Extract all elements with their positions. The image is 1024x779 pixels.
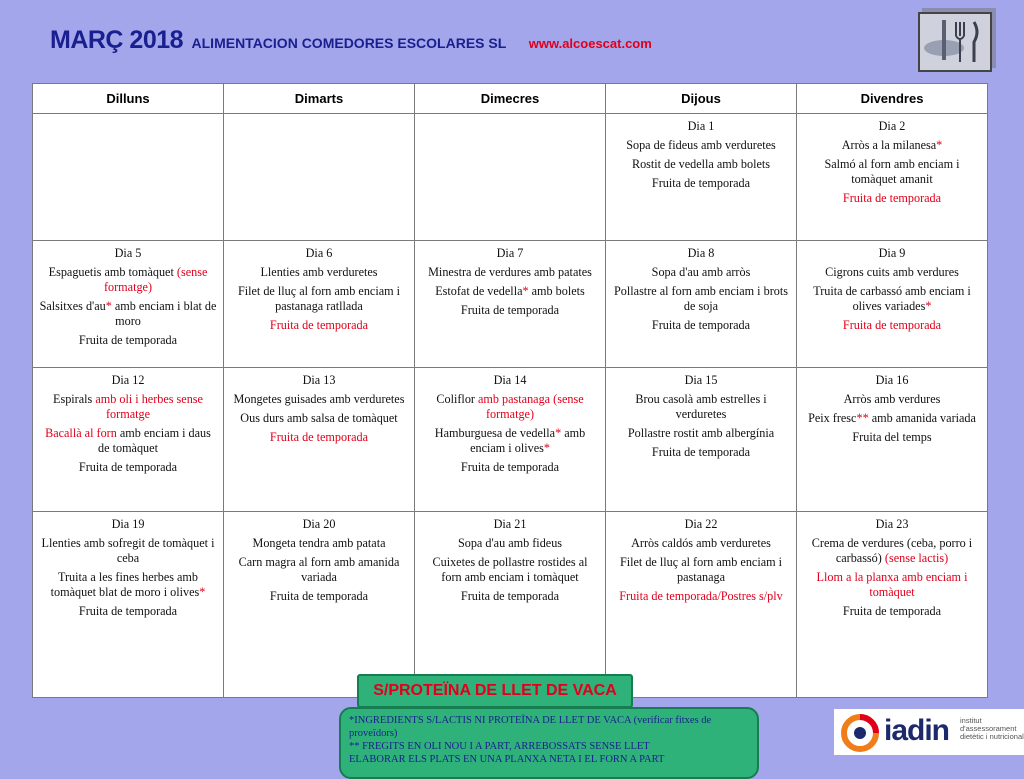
dish-text: Fruita de temporada: [78, 333, 178, 347]
menu-cell: [224, 512, 415, 698]
menu-cell: [415, 241, 606, 368]
highlight-text: Fruita de temporada/Postres s/plv: [619, 589, 783, 603]
protein-warning-label: S/PROTEÏNA DE LLET DE VACA: [357, 674, 633, 708]
day-label: [803, 119, 981, 134]
menu-cell: [606, 368, 797, 512]
dish-line: [803, 536, 981, 566]
menu-cell: [33, 114, 224, 241]
weekday-header: Dimecres: [415, 84, 606, 114]
dish-text: amb bolets: [528, 284, 585, 298]
dish-text: Cuixetes de pollastre rostides al forn amb enciam i tomàquet: [432, 555, 588, 584]
dish-text: Filet de lluç al forn amb enciam i pastanaga: [619, 555, 783, 584]
dish-text: Salmó al forn amb enciam i tomàquet amanit: [824, 157, 960, 186]
dish-text: Crema de verdures (ceba, porro i carbassó): [811, 536, 973, 565]
dish-line: [421, 589, 599, 604]
day-label: [421, 517, 599, 532]
menu-cell: [797, 114, 988, 241]
dish-line: [421, 555, 599, 585]
day-label: [230, 517, 408, 532]
dish-line: [421, 536, 599, 551]
dish-text: Fruita de temporada: [842, 604, 942, 618]
highlight-text: *: [522, 284, 529, 298]
menu-cell: [33, 512, 224, 698]
dish-text: Truita de carbassó amb enciam i olives variades: [813, 284, 971, 313]
cutlery-icon: [918, 12, 992, 72]
dish-line: [230, 265, 408, 280]
dish-text: Espaguetis amb tomàquet: [48, 265, 177, 279]
dish-line: [230, 284, 408, 314]
page-header: [50, 26, 652, 55]
dish-text: Fruita de temporada: [460, 303, 560, 317]
highlight-text: *: [543, 441, 550, 455]
dish-line: [421, 284, 599, 299]
dish-text: Minestra de verdures amb patates: [428, 265, 592, 279]
week-row: [33, 241, 988, 368]
dish-line: [803, 411, 981, 426]
dish-text: Mongeta tendra amb patata: [252, 536, 386, 550]
highlight-text: *: [925, 299, 932, 313]
day-label: [421, 373, 599, 388]
dish-line: [230, 589, 408, 604]
dish-text: Dia 15: [684, 373, 718, 387]
iadin-logo-icon: [840, 713, 880, 753]
note-line: ** FREGITS EN OLI NOU I A PART, ARREBOSSATS SENSE LLET: [349, 741, 650, 752]
day-label: [421, 246, 599, 261]
dish-line: [803, 265, 981, 280]
dish-text: Pollastre al forn amb enciam i brots de soja: [614, 284, 788, 313]
dish-line: [39, 536, 217, 566]
dish-text: Dia 20: [302, 517, 336, 531]
day-label: [803, 246, 981, 261]
day-label: [803, 517, 981, 532]
highlight-text: amb pastanaga (sense formatge): [478, 392, 584, 421]
dish-line: [803, 318, 981, 333]
highlight-text: *: [199, 585, 206, 599]
highlight-text: amb oli i herbes sense formatge: [95, 392, 203, 421]
menu-cell: [797, 241, 988, 368]
menu-cell: [33, 368, 224, 512]
dish-text: Dia 2: [878, 119, 906, 133]
dish-line: [230, 536, 408, 551]
dish-text: Dia 7: [496, 246, 524, 260]
dish-line: [39, 604, 217, 619]
dish-text: Peix fresc: [808, 411, 857, 425]
week-row: [33, 368, 988, 512]
dish-text: Carn magra al forn amb amanida variada: [238, 555, 400, 584]
brand-tagline: institut d'assessorament dietètic i nutricional: [960, 716, 1024, 741]
menu-cell: [797, 368, 988, 512]
dish-text: Dia 9: [878, 246, 906, 260]
dish-text: Mongetes guisades amb verduretes: [233, 392, 405, 406]
highlight-text: *: [555, 426, 562, 440]
dish-line: [230, 392, 408, 407]
dish-line: [421, 265, 599, 280]
dish-line: [230, 555, 408, 585]
dish-line: [612, 555, 790, 585]
menu-cell: [606, 512, 797, 698]
dish-line: [803, 157, 981, 187]
dish-line: [612, 157, 790, 172]
dish-text: Espirals: [53, 392, 96, 406]
highlight-text: Llom a la planxa amb enciam i tomàquet: [816, 570, 968, 599]
highlight-text: (sense formatge): [103, 265, 208, 294]
menu-cell: [797, 512, 988, 698]
dish-line: [39, 460, 217, 475]
dish-line: [612, 392, 790, 422]
dish-text: Llenties amb sofregit de tomàquet i ceba: [41, 536, 215, 565]
dish-text: Dia 22: [684, 517, 718, 531]
dish-text: Dia 12: [111, 373, 145, 387]
menu-cell: [415, 368, 606, 512]
dish-line: [230, 411, 408, 426]
weekday-header: Dijous: [606, 84, 797, 114]
dish-text: Sopa de fideus amb verduretes: [626, 138, 776, 152]
dish-text: Llenties amb verduretes: [260, 265, 378, 279]
dish-text: amb amanida variada: [868, 411, 976, 425]
dish-line: [803, 284, 981, 314]
dish-text: Dia 23: [875, 517, 909, 531]
dish-line: [39, 426, 217, 456]
highlight-text: Bacallà al forn: [45, 426, 117, 440]
dish-line: [803, 392, 981, 407]
highlight-text: **: [856, 411, 869, 425]
menu-cell: [33, 241, 224, 368]
dish-line: [421, 426, 599, 456]
day-label: [612, 119, 790, 134]
dish-line: [39, 570, 217, 600]
day-label: [612, 517, 790, 532]
highlight-text: Fruita de temporada: [842, 191, 942, 205]
day-label: [230, 373, 408, 388]
dish-line: [39, 392, 217, 422]
dish-line: [803, 604, 981, 619]
dish-text: Rostit de vedella amb bolets: [631, 157, 771, 171]
note-line: *INGREDIENTS S/LACTIS NI PROTEÏNA DE LLET DE VACA (verificar fitxes de proveïdors): [349, 715, 712, 739]
dish-text: Dia 8: [687, 246, 715, 260]
dish-text: Sopa d'au amb arròs: [651, 265, 751, 279]
weekly-menu-table: [32, 83, 988, 698]
highlight-text: *: [936, 138, 943, 152]
note-line: ELABORAR ELS PLATS EN UNA PLANXA NETA I EL FORN A PART: [349, 754, 665, 765]
dish-line: [612, 265, 790, 280]
dish-text: Dia 13: [302, 373, 336, 387]
dish-text: Fruita de temporada: [269, 589, 369, 603]
company-name: ALIMENTACION COMEDORES ESCOLARES SL: [191, 35, 507, 51]
dish-text: Cigrons cuits amb verdures: [825, 265, 959, 279]
dish-text: Fruita de temporada: [460, 589, 560, 603]
dish-line: [803, 430, 981, 445]
dish-text: Truita a les fines herbes amb tomàquet blat de moro i olives: [50, 570, 200, 599]
weekday-header: Dimarts: [224, 84, 415, 114]
dish-text: Salsitxes d'au: [39, 299, 106, 313]
dish-text: Arròs a la milanesa: [841, 138, 937, 152]
weekday-header: Divendres: [797, 84, 988, 114]
menu-cell: [224, 241, 415, 368]
menu-cell: [606, 241, 797, 368]
dish-text: Dia 14: [493, 373, 527, 387]
dish-line: [612, 318, 790, 333]
dish-text: Dia 21: [493, 517, 527, 531]
dish-text: Fruita de temporada: [78, 604, 178, 618]
weekday-header-row: [33, 84, 988, 114]
dish-line: [230, 430, 408, 445]
day-label: [612, 246, 790, 261]
dish-line: [39, 265, 217, 295]
dish-text: amb enciam i daus de tomàquet: [98, 426, 211, 455]
notes-box: [339, 707, 759, 779]
dish-text: Coliflor: [436, 392, 479, 406]
dish-text: Arròs amb verdures: [843, 392, 941, 406]
dish-text: Brou casolà amb estrelles i verduretes: [635, 392, 767, 421]
dish-line: [612, 426, 790, 441]
week-row: [33, 114, 988, 241]
highlight-text: (sense lactis): [884, 551, 949, 565]
highlight-text: Fruita de temporada: [269, 318, 369, 332]
dish-line: [230, 318, 408, 333]
dish-text: Dia 19: [111, 517, 145, 531]
dish-text: Estofat de vedella: [435, 284, 523, 298]
dish-text: Hamburguesa de vedella: [434, 426, 556, 440]
dish-line: [421, 460, 599, 475]
menu-cell: [224, 114, 415, 241]
dish-text: Fruita de temporada: [651, 445, 751, 459]
dish-text: Pollastre rostit amb albergínia: [627, 426, 775, 440]
dish-text: Fruita de temporada: [78, 460, 178, 474]
page-title: MARÇ 2018: [50, 26, 184, 54]
dish-line: [39, 299, 217, 329]
dish-line: [803, 570, 981, 600]
dish-text: Dia 1: [687, 119, 715, 133]
day-label: [39, 246, 217, 261]
dish-text: Fruita de temporada: [460, 460, 560, 474]
dish-line: [39, 333, 217, 348]
dish-text: Ous durs amb salsa de tomàquet: [240, 411, 398, 425]
dish-line: [612, 138, 790, 153]
weekday-header: Dilluns: [33, 84, 224, 114]
menu-cell: [415, 114, 606, 241]
dish-text: Fruita de temporada: [651, 318, 751, 332]
menu-cell: [415, 512, 606, 698]
dish-line: [803, 191, 981, 206]
day-label: [612, 373, 790, 388]
menu-cell: [224, 368, 415, 512]
highlight-text: *: [105, 299, 112, 313]
day-label: [803, 373, 981, 388]
day-label: [230, 246, 408, 261]
dish-line: [421, 392, 599, 422]
dish-line: [421, 303, 599, 318]
dish-text: amb enciam i blat de moro: [111, 299, 217, 328]
dish-text: Fruita del temps: [852, 430, 932, 444]
dish-text: Filet de lluç al forn amb enciam i pastanaga ratllada: [237, 284, 401, 313]
dish-line: [803, 138, 981, 153]
day-label: [39, 373, 217, 388]
dish-text: Dia 6: [305, 246, 333, 260]
week-row: [33, 512, 988, 698]
dish-line: [612, 176, 790, 191]
menu-cell: [606, 114, 797, 241]
dish-text: Fruita de temporada: [651, 176, 751, 190]
dish-text: Dia 16: [875, 373, 909, 387]
dish-text: amb enciam i olives: [470, 426, 586, 455]
highlight-text: Fruita de temporada: [842, 318, 942, 332]
dish-text: Arròs caldós amb verduretes: [631, 536, 771, 550]
dish-line: [612, 284, 790, 314]
dish-line: [612, 536, 790, 551]
company-url-link[interactable]: www.alcoescat.com: [528, 36, 652, 51]
dish-line: [612, 589, 790, 604]
brand-name: iadin: [884, 714, 950, 747]
day-label: [39, 517, 217, 532]
iadin-brand: [834, 709, 1024, 755]
highlight-text: Fruita de temporada: [269, 430, 369, 444]
dish-line: [612, 445, 790, 460]
dish-text: Sopa d'au amb fideus: [457, 536, 563, 550]
dish-text: Dia 5: [114, 246, 142, 260]
